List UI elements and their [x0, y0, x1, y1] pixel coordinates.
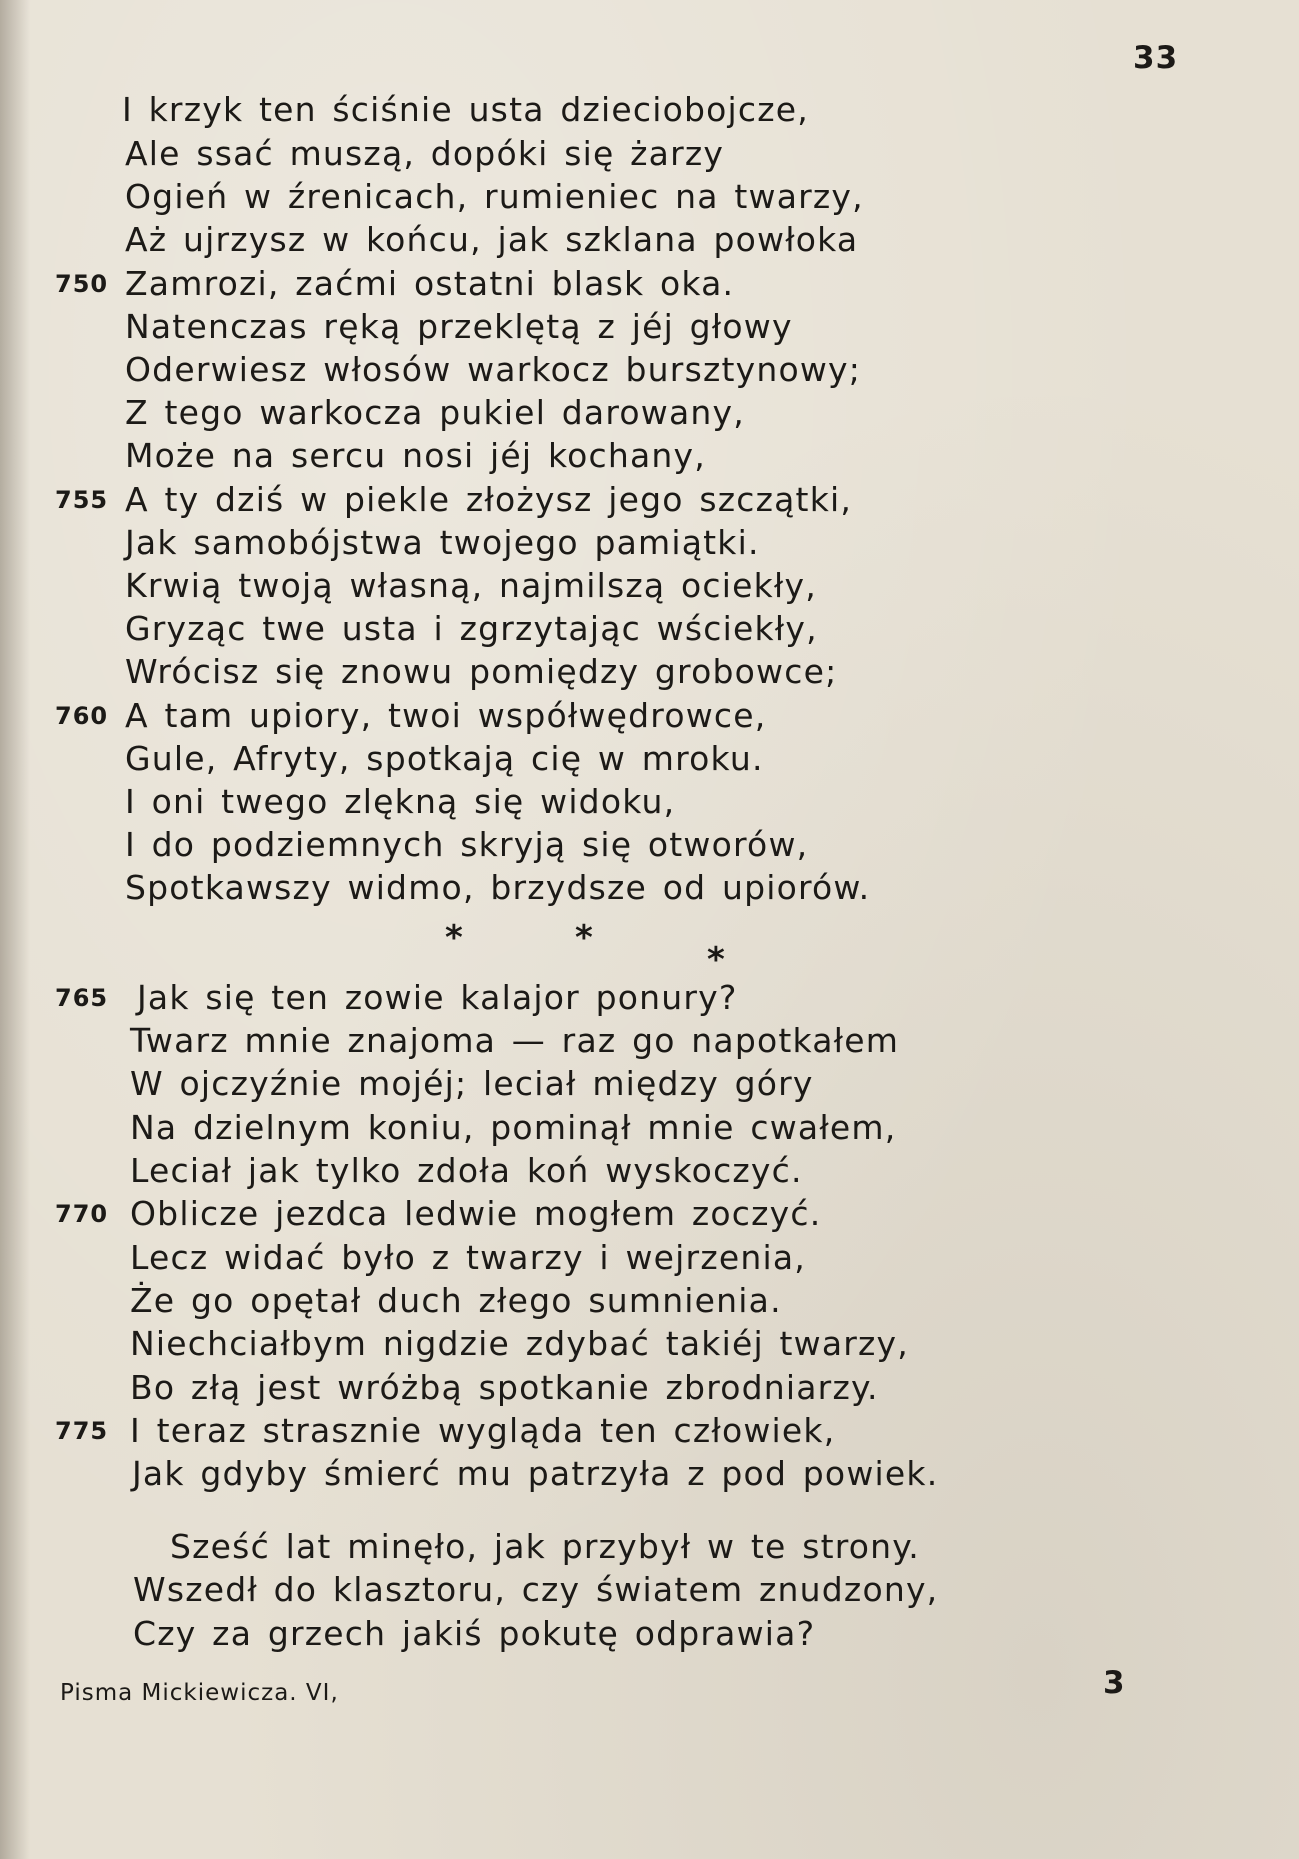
verse-text: Ogień w źrenicach, rumieniec na twarzy,	[125, 177, 864, 216]
line-number: 770	[55, 1200, 109, 1228]
verse-text: I do podziemnych skryją się otworów,	[125, 825, 809, 864]
footer-signature: Pisma Mickiewicza. VI,	[60, 1680, 339, 1706]
verse-text: I teraz strasznie wygląda ten człowiek,	[130, 1411, 836, 1450]
verse-text: Sześć lat minęło, jak przybył w te strony.	[170, 1527, 921, 1566]
page-edge-shadow	[0, 0, 30, 1859]
verse-text: Na dzielnym koniu, pominął mnie cwałem,	[130, 1108, 897, 1147]
verse-text: Wszedł do klasztoru, czy światem znudzony,	[133, 1570, 939, 1609]
verse-text: Może na sercu nosi jéj kochany,	[125, 436, 706, 475]
verse-text: W ojczyźnie mojéj; leciał między góry	[130, 1064, 814, 1103]
verse-text: A tam upiory, twoi współwędrowce,	[125, 696, 767, 735]
section-asterisk: *	[445, 918, 463, 958]
line-number: 765	[55, 984, 109, 1012]
verse-text: Spotkawszy widmo, brzydsze od upiorów.	[125, 868, 871, 907]
verse-text: Twarz mnie znajoma — raz go napotkałem	[130, 1021, 900, 1060]
verse-text: Jak się ten zowie kalajor ponury?	[137, 978, 738, 1017]
verse-text: Krwią twoją własną, najmilszą ociekły,	[125, 566, 817, 605]
verse-text: Natenczas ręką przeklętą z jéj głowy	[125, 307, 793, 346]
section-asterisk: *	[575, 918, 593, 958]
verse-text: Zamrozi, zaćmi ostatni blask oka.	[125, 264, 735, 303]
verse-text: Wrócisz się znowu pomiędzy grobowce;	[125, 652, 838, 691]
verse-text: Że go opętał duch złego sumnienia.	[130, 1281, 782, 1320]
line-number: 760	[55, 702, 109, 730]
verse-text: Jak samobójstwa twojego pamiątki.	[125, 523, 760, 562]
verse-text: A ty dziś w piekle złożysz jego szczątki,	[125, 480, 853, 519]
verse-text: Niechciałbym nigdzie zdybać takiéj twarzy,	[130, 1324, 909, 1363]
verse-text: Gule, Afryty, spotkają cię w mroku.	[125, 739, 764, 778]
verse-text: Jak gdyby śmierć mu patrzyła z pod powiek.	[132, 1454, 939, 1493]
line-number: 755	[55, 486, 109, 514]
verse-text: Oderwiesz włosów warkocz bursztynowy;	[125, 350, 862, 389]
line-number: 775	[55, 1417, 109, 1445]
verse-text: I oni twego zlękną się widoku,	[125, 782, 676, 821]
page-number: 33	[1133, 40, 1179, 76]
verse-text: Aż ujrzysz w końcu, jak szklana powłoka	[125, 220, 859, 259]
sheet-mark: 3	[1103, 1665, 1125, 1701]
verse-text: Lecz widać było z twarzy i wejrzenia,	[130, 1238, 806, 1277]
section-asterisk: *	[707, 940, 725, 980]
verse-text: Oblicze jezdca ledwie mogłem zoczyć.	[130, 1194, 822, 1233]
verse-text: Ale ssać muszą, dopóki się żarzy	[125, 134, 725, 173]
verse-text: I krzyk ten ściśnie usta dzieciobojcze,	[122, 90, 809, 129]
verse-text: Czy za grzech jakiś pokutę odprawia?	[133, 1614, 816, 1653]
verse-text: Z tego warkocza pukiel darowany,	[125, 393, 745, 432]
verse-text: Gryząc twe usta i zgrzytając wściekły,	[125, 609, 818, 648]
verse-text: Leciał jak tylko zdoła koń wyskoczyć.	[130, 1151, 803, 1190]
verse-text: Bo złą jest wróżbą spotkanie zbrodniarzy.	[130, 1368, 879, 1407]
line-number: 750	[55, 270, 109, 298]
